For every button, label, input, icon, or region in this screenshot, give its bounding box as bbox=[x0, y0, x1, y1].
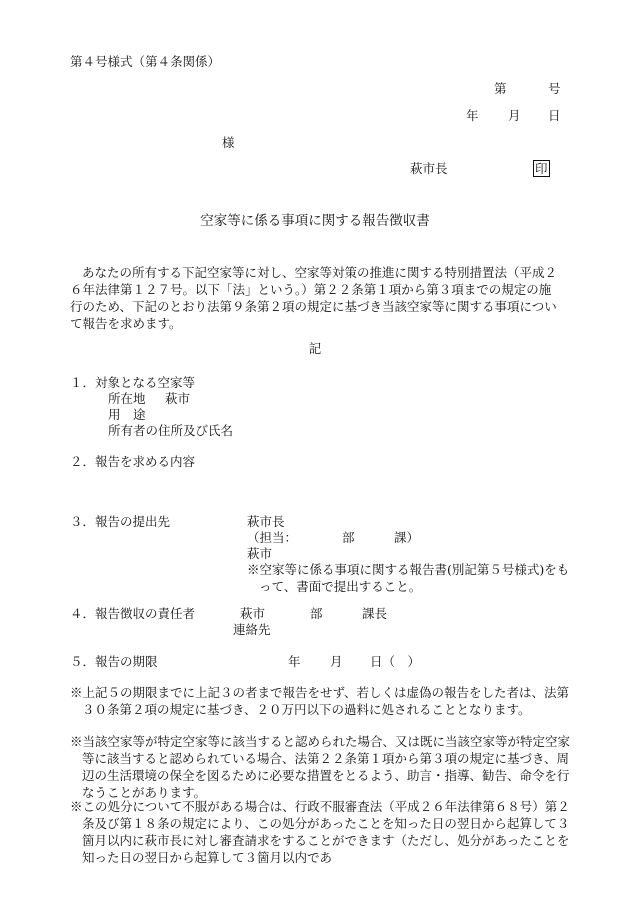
note-penalty: ※上記５の期限までに上記３の者まで報告をせず、若しくは虚偽の報告をした者は、法第３０条第２項の規定に基づき、２０万円以下の過料に処されることとなります。 bbox=[70, 685, 570, 717]
date-year: 年 bbox=[466, 108, 479, 123]
note-specified-vacant-house: ※当該空家等が特定空家等に該当すると認められた場合、又は既に当該空家等が特定空家等に該当すると認められている場合、法第２２条第１項から第３項の規定に基づき、周辺の生活環境の保全を図るために必要な措置をとるよう、助言・指導、勧告、命令を行なうことがあります。 bbox=[70, 734, 571, 800]
document-title: 空家等に係る事項に関する報告徴収書 bbox=[200, 213, 430, 229]
item4-heading: ４．報告徴収の責任者 bbox=[70, 606, 196, 621]
doc-number-suffix: 号 bbox=[548, 81, 561, 96]
item3-note: ※空家等に係る事項に関する報告書(別記第５号様式)をもって、書面で提出すること。 bbox=[247, 562, 570, 594]
addressee-suffix: 様 bbox=[222, 135, 235, 150]
item3-section: 課） bbox=[394, 530, 420, 545]
form-label: 第４号様式（第４条関係） bbox=[70, 54, 221, 69]
item1-use-label: 用 途 bbox=[108, 407, 146, 422]
date-month: 月 bbox=[508, 108, 521, 123]
ki-heading: 記 bbox=[308, 341, 322, 356]
note-appeal: ※この処分について不服がある場合は、行政不服審査法（平成２６年法律第６８号）第２条及び第１８条の規定により、この処分があったことを知った日の翌日から起算して３箇月以内に萩市長に対し審査請求をすることができます（ただし、処分があったことを知った日の翌日から起算して３箇月以内であ bbox=[70, 799, 570, 865]
item1-heading: １．対象となる空家等 bbox=[70, 375, 196, 390]
item5-month: 月 bbox=[330, 654, 343, 669]
item4-contact-label: 連絡先 bbox=[233, 622, 271, 637]
seal-mark: 印 bbox=[535, 161, 548, 176]
item5-year: 年 bbox=[288, 654, 301, 669]
body-paragraph: あなたの所有する下記空家等に対し、空家等対策の推進に関する特別措置法（平成２６年法律第１２７号。以下「法」という。）第２２条第１項から第３項までの規定の施行のため、下記のとおり法第９条第２項の規定に基づき当該空家等に関する事項について報告を求めます。 bbox=[70, 265, 558, 331]
doc-number-prefix: 第 bbox=[494, 81, 507, 96]
item1-owner-label: 所有者の住所及び氏名 bbox=[108, 423, 234, 438]
item3-city: 萩市 bbox=[247, 546, 273, 561]
item5-heading: ５．報告の期限 bbox=[70, 654, 158, 669]
item3-contact: （担当： bbox=[247, 530, 298, 545]
sender-name: 萩市長 bbox=[410, 161, 448, 176]
item5-day: 日（ ） bbox=[370, 654, 421, 669]
item2-heading: ２．報告を求める内容 bbox=[70, 454, 196, 469]
item3-heading: ３．報告の提出先 bbox=[70, 514, 171, 529]
item4-section: 課長 bbox=[362, 606, 388, 621]
date-day: 日 bbox=[548, 108, 561, 123]
item1-location-value: 萩市 bbox=[165, 391, 191, 406]
item3-recipient: 萩市長 bbox=[247, 514, 285, 529]
item1-location-label: 所在地 bbox=[108, 391, 146, 406]
item4-city: 萩市 bbox=[240, 606, 266, 621]
item3-dept: 部 bbox=[342, 530, 355, 545]
item4-dept: 部 bbox=[310, 606, 323, 621]
